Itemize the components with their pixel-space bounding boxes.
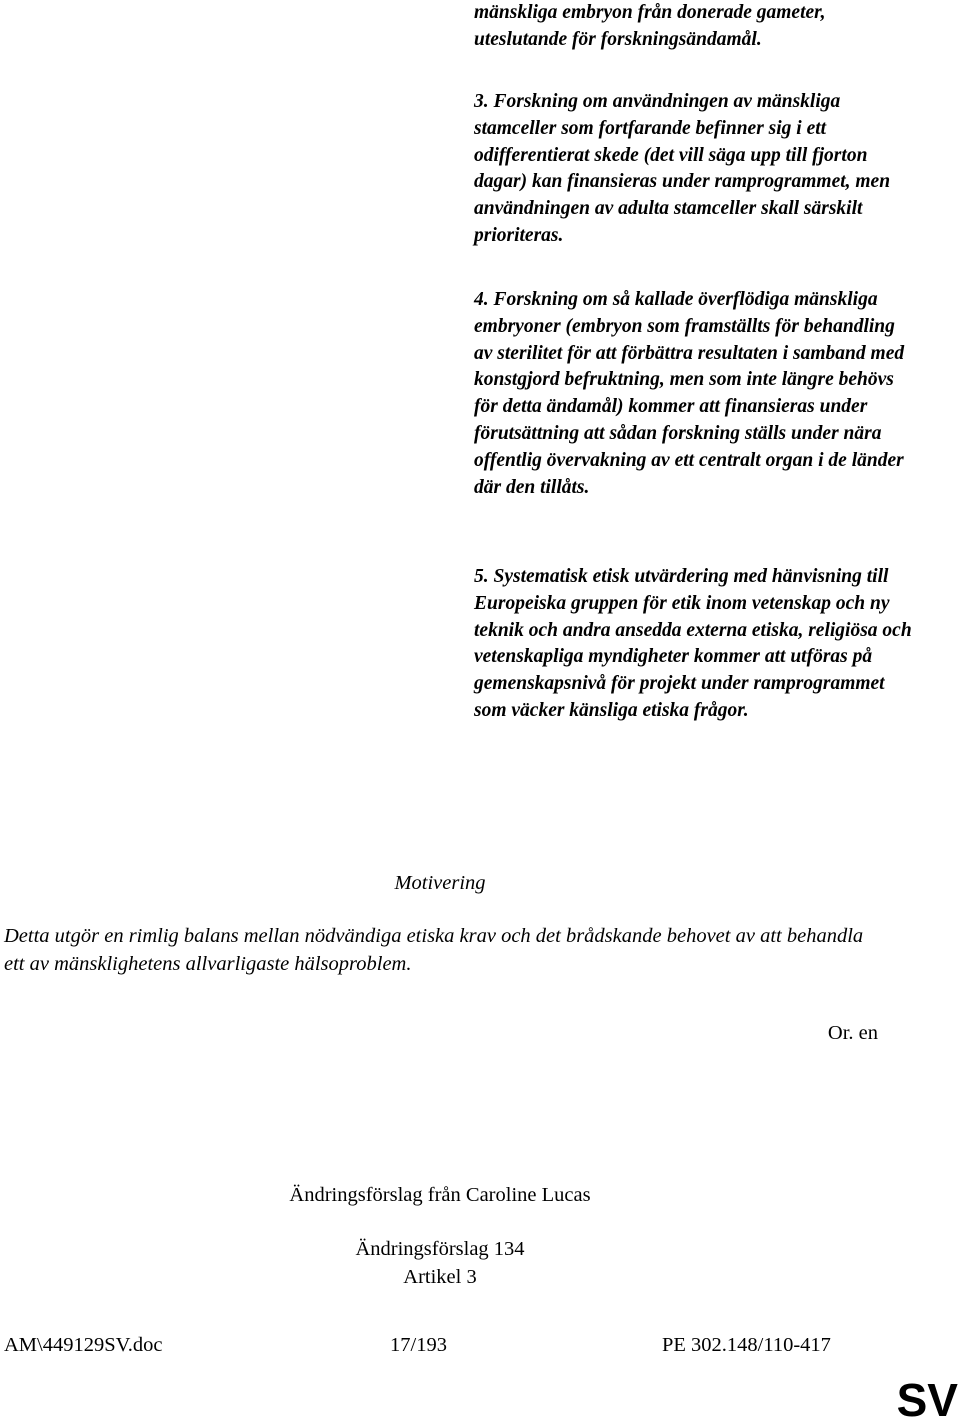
justification-text: Detta utgör en rimlig balans mellan nödvändiga etiska krav och det brådskande behovet av att behandla ett av mänsklighetens allvarligaste hälsoproblem.: [4, 925, 864, 975]
justification-heading: Motivering: [394, 872, 486, 894]
paragraph-continued: mänskliga embryon från donerade gameter, uteslutande för forskningsändamål.: [474, 2, 826, 50]
footer-doc-ref: AM\449129SV.doc: [4, 1334, 163, 1356]
paragraph-4: 4. Forskning om så kallade överflödiga mänskliga embryoner (embryon som framställts för behandling av sterilitet för att förbättra resultaten i samband med konstgjord befruktning, men som inte längre behövs för detta ändamål) kommer att finansieras under förutsättning att sådan forskning ställs under nära offentlig övervakning av ett centralt organ i de länder där den tillåts.: [474, 289, 905, 498]
paragraph-5: 5. Systematisk etisk utvärdering med hänvisning till Europeiska gruppen för etik inom vetenskap och ny teknik och andra ansedda externa etiska, religiösa och vetenskapliga myndigheter kommer att utföras på gemenskapsnivå för projekt under ramprogrammet som väcker känsliga etiska frågor.: [474, 566, 912, 721]
footer-pe-ref: PE 302.148/110-417: [662, 1334, 831, 1356]
original-language: Or. en: [827, 1022, 878, 1044]
paragraph-3: 3. Forskning om användningen av mänskliga stamceller som fortfarande befinner sig i ett odifferentierat skede (det vill säga upp till fjorton dagar) kan finansieras under ramprogrammet, men användningen av adulta stamceller skall särskilt prioriteras.: [474, 91, 891, 246]
footer-page-number: 17/193: [390, 1334, 447, 1356]
amendment-heading: Ändringsförslag från Caroline Lucas: [289, 1184, 591, 1206]
language-code: SV: [896, 1374, 958, 1426]
amendment-number: Ändringsförslag 134: [355, 1238, 525, 1260]
amendment-article: Artikel 3: [403, 1266, 477, 1288]
